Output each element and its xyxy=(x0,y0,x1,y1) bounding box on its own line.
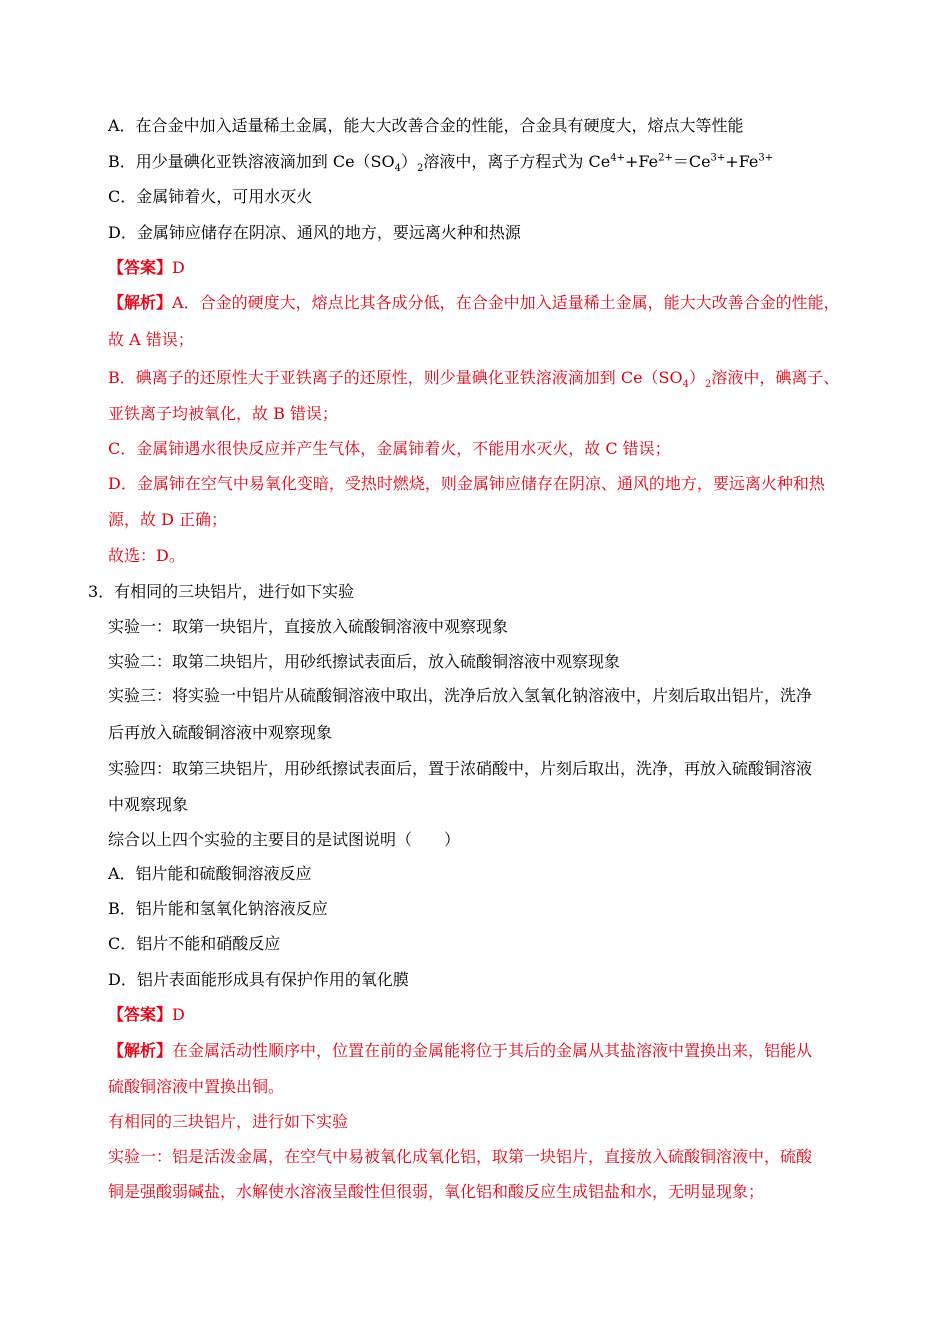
q3-analysis-line4: 实验一：铝是活泼金属，在空气中易被氧化成氧化铝，取第一块铝片，直接放入硫酸铜溶液中，硫酸 xyxy=(108,1147,813,1166)
q2-eq-sup3: 3+ xyxy=(710,152,726,164)
q2-option-b-paren: ） xyxy=(401,152,418,171)
q2-analysis-b-sub: 4 xyxy=(682,379,690,391)
q3-answer xyxy=(108,1005,185,1025)
q2-analysis-b-line2: 亚铁离子均被氧化，故 B 错误； xyxy=(108,404,338,423)
q3-answer-label: 【答案】 xyxy=(108,1005,173,1024)
q2-option-c: C．金属铈着火，可用水灭火 xyxy=(108,187,313,206)
q2-option-b-sub: 4 xyxy=(394,163,402,175)
q2-analysis-b-text2: 溶液中，碘离子、 xyxy=(711,368,840,387)
q3-analysis-line2: 硫酸铜溶液中置换出铜。 xyxy=(108,1077,285,1096)
q3-exp4-line2: 中观察现象 xyxy=(108,795,189,814)
q3-exp2: 实验二：取第二块铝片，用砂纸擦试表面后，放入硫酸铜溶液中观察现象 xyxy=(108,652,621,671)
q2-analysis-b-sub2: 2 xyxy=(705,379,712,391)
q3-answer-value: D xyxy=(172,1005,185,1024)
q3-exp4-line1: 实验四：取第三块铝片，用砂纸擦试表面后，置于浓硝酸中，片刻后取出，洗净，再放入硫酸铜溶液 xyxy=(108,759,813,778)
q2-analysis-a-line2: 故 A 错误； xyxy=(108,330,194,349)
q2-conclusion: 故选：D。 xyxy=(108,546,185,565)
q2-analysis-c: C．金属铈遇水很快反应并产生气体，金属铈着火，不能用水灭火，故 C 错误； xyxy=(108,439,671,458)
q2-analysis-d-line2: 源，故 D 正确； xyxy=(108,510,228,529)
q2-eq-2: ＝Ce xyxy=(672,152,711,171)
q2-option-b xyxy=(108,152,774,175)
q2-analysis-b-text: B．碘离子的还原性大于亚铁离子的还原性，则少量碘化亚铁溶液滴加到 Ce（SO xyxy=(108,368,683,387)
q2-eq-sup4: 3+ xyxy=(758,152,774,164)
q2-eq-sup1: 4+ xyxy=(610,152,625,164)
q2-eq-1: +Fe xyxy=(624,152,659,171)
q2-eq-3: +Fe xyxy=(725,152,759,171)
q2-option-b-sub2: 2 xyxy=(417,163,424,175)
q2-option-b-text2: 溶液中，离子方程式为 Ce xyxy=(423,152,611,171)
q2-answer-value: D xyxy=(172,258,185,277)
q3-option-d: D．铝片表面能形成具有保护作用的氧化膜 xyxy=(108,970,409,989)
q3-option-a: A．铝片能和硫酸铜溶液反应 xyxy=(108,864,312,883)
q3-option-c: C．铝片不能和硝酸反应 xyxy=(108,934,281,953)
q3-analysis-text1: 在金属活动性顺序中，位置在前的金属能将位于其后的金属从其盐溶液中置换出来，铝能从 xyxy=(172,1041,813,1060)
q3-exp3-line1: 实验三：将实验一中铝片从硫酸铜溶液中取出，洗净后放入氢氧化钠溶液中，片刻后取出铝片，洗净 xyxy=(108,686,813,705)
q2-option-b-text: B．用少量碘化亚铁溶液滴加到 Ce（SO xyxy=(108,152,395,171)
q2-analysis-b-line1 xyxy=(108,368,840,391)
q3-analysis-line1 xyxy=(108,1041,812,1061)
q3-analysis-line3: 有相同的三块铝片，进行如下实验 xyxy=(108,1112,349,1131)
q2-eq-sup2: 2+ xyxy=(658,152,673,164)
q3-analysis-line5: 铜是强酸弱碱盐，水解使水溶液呈酸性但很弱，氧化铝和酸反应生成铝盐和水，无明显现象； xyxy=(108,1182,765,1201)
q2-option-d: D．金属铈应储存在阴凉、通风的地方，要远离火种和热源 xyxy=(108,223,521,242)
q3-exp3-line2: 后再放入硫酸铜溶液中观察现象 xyxy=(108,723,333,742)
q2-analysis-d-line1: D．金属铈在空气中易氧化变暗，受热时燃烧，则金属铈应储存在阴凉、通风的地方，要远离火种和热 xyxy=(108,474,825,493)
q3-analysis-label: 【解析】 xyxy=(108,1041,173,1060)
q3-option-b: B．铝片能和氢氧化钠溶液反应 xyxy=(108,899,328,918)
q2-option-a: A．在合金中加入适量稀土金属，能大大改善合金的性能，合金具有硬度大，熔点大等性能 xyxy=(108,116,744,135)
q3-question: 综合以上四个实验的主要目的是试图说明（ ） xyxy=(108,830,461,849)
q2-answer-label: 【答案】 xyxy=(108,258,173,277)
q3-exp1: 实验一：取第一块铝片，直接放入硫酸铜溶液中观察现象 xyxy=(108,617,509,636)
q3-stem: 3．有相同的三块铝片，进行如下实验 xyxy=(88,582,355,601)
q2-analysis-b-paren: ） xyxy=(689,368,706,387)
q2-analysis-a-text: A．合金的硬度大，熔点比其各成分低，在合金中加入适量稀土金属，能大大改善合金的性能， xyxy=(172,293,840,312)
q2-analysis-a-line1 xyxy=(108,293,840,313)
q2-answer xyxy=(108,258,185,278)
q2-analysis-label: 【解析】 xyxy=(108,293,173,312)
